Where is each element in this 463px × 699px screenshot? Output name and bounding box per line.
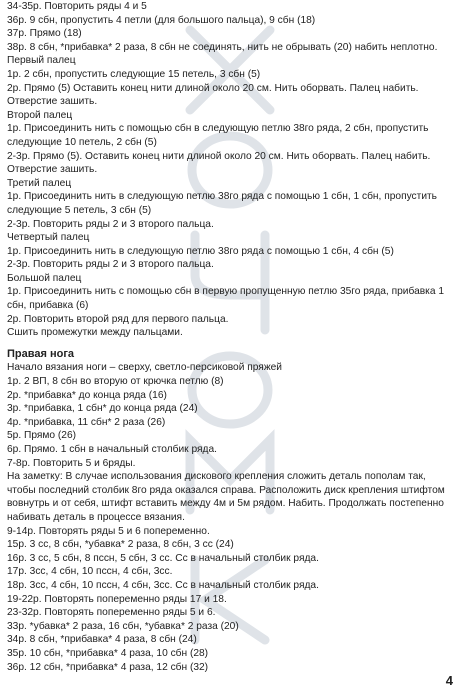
text-line: 34р. 8 сбн, *прибавка* 4 раза, 8 сбн (24)	[7, 634, 197, 646]
text-line: 2-3р. Повторить ряды 2 и 3 второго пальца.	[7, 259, 214, 271]
document-body	[7, 0, 459, 674]
text-line: 23-32р. Повторять попеременно ряды 5 и 6.	[7, 607, 216, 619]
text-line: 1р. Присоединить нить с помощью сбн в следующую петлю 38го ряда, 2 сбн, пропустить	[7, 123, 429, 135]
text-line: 4р. *прибавка, 11 сбн* 2 раза (26)	[7, 416, 166, 428]
text-line: 36р. 9 сбн, пропустить 4 петли (для большого пальца), 9 сбн (18)	[7, 14, 316, 26]
text-line: 1р. Присоединить нить в следующую петлю 38го ряда с помощью 1 сбн, 1 сбн, пропустить	[7, 191, 437, 203]
page-number: 4	[445, 673, 453, 688]
text-line: Отверстие зашить.	[7, 96, 98, 108]
text-line: На заметку: В случае использования дискового крепления сложить деталь пополам так,	[7, 471, 426, 483]
text-line: следующие 5 петель, 3 сбн (5)	[7, 204, 152, 216]
text-line: 37р. Прямо (18)	[7, 28, 82, 40]
text-line: 2р. Повторить второй ряд для первого пальца.	[7, 313, 229, 325]
text-line: 2р. *прибавка* до конца ряда (16)	[7, 389, 167, 401]
text-line: Четвертый палец	[7, 232, 90, 244]
text-line: 36р. 12 сбн, *прибавка* 4 раза, 12 сбн (32)	[7, 661, 209, 673]
text-line: 2р. Прямо (5) Оставить конец нити длиной около 20 см. Нить оборвать. Палец набить.	[7, 82, 419, 94]
text-line: 17р. 3сс, 4 сбн, 10 пссн, 4 сбн, 3сс.	[7, 566, 173, 578]
text-line: сбн, прибавка (6)	[7, 300, 89, 312]
text-line: 19-22р. Повторять попеременно ряды 17 и 18.	[7, 593, 227, 605]
text-line: 18р. 3сс, 4 сбн, 10 пссн, 4 сбн, 3сс. Сс в начальный столбик ряда.	[7, 579, 319, 591]
text-line: 35р. 10 сбн, *прибавка* 4 раза, 10 сбн (28)	[7, 647, 209, 659]
text-line: 9-14р. Повторять ряды 5 и 6 попеременно.	[7, 525, 210, 537]
text-line: Большой палец	[7, 272, 82, 284]
text-line: следующие 10 петель, 2 сбн (5)	[7, 136, 157, 148]
text-line: Отверстие зашить.	[7, 164, 98, 176]
text-line: вовнутрь и от себя, штифт вставить между 4м и 5м рядом. Набить. Продолжать постепенно	[7, 498, 444, 510]
text-line: 3р. *прибавка, 1 сбн* до конца ряда (24)	[7, 403, 198, 415]
text-line: 1р. Присоединить нить в следующую петлю 38го ряда с помощью 1 сбн, 4 сбн (5)	[7, 245, 394, 257]
text-line: Начало вязания ноги – сверху, светло-персиковой пряжей	[7, 362, 282, 374]
text-line: Третий палец	[7, 177, 72, 189]
text-line: Первый палец	[7, 55, 76, 67]
text-line: 5р. Прямо (26)	[7, 430, 76, 442]
text-line: 2-3р. Повторить ряды 2 и 3 второго пальца.	[7, 218, 214, 230]
text-line: 34-35р. Повторить ряды 4 и 5	[7, 1, 147, 12]
text-line: 15р. 3 сс, 8 сбн, *убавка* 2 раза, 8 сбн, 3 сс (24)	[7, 539, 234, 551]
text-line: чтобы последний столбик 8го ряда оказался справа. Расположить диск крепления штифтом	[7, 484, 445, 496]
instructions-top	[7, 0, 459, 340]
instructions-right-leg	[7, 361, 459, 674]
text-line: 6р. Прямо. 1 сбн в начальный столбик ряда.	[7, 444, 217, 455]
text-line: 2-3р. Прямо (5). Оставить конец нити длиной около 20 см. Нить оборвать. Палец набить.	[7, 150, 431, 162]
text-line: 1р. 2 ВП, 8 сбн во вторую от крючка петлю (8)	[7, 376, 224, 388]
text-line: Второй палец	[7, 109, 73, 121]
text-line: 33р. *убавка* 2 раза, 16 сбн, *убавка* 2 раза (20)	[7, 620, 239, 632]
text-line: 1р. 2 сбн, пропустить следующие 15 петель, 3 сбн (5)	[7, 68, 261, 80]
text-line: 7-8р. Повторить 5 и 6ряды.	[7, 457, 136, 469]
text-line: 38р. 8 сбн, *прибавка* 2 раза, 8 сбн не соединять, нить не обрывать (20) набить неплотно.	[7, 41, 438, 53]
text-line: 16р. 3 сс, 5 сбн, 8 пссн, 5 сбн, 3 сс. Сс в начальный столбик ряда.	[7, 552, 319, 564]
text-line: 1р. Присоединить нить с помощью сбн в первую пропущенную петлю 35го ряда, прибавка 1	[7, 286, 444, 298]
text-line: набивать деталь в процессе вязания.	[7, 511, 185, 523]
section-title: Правая нога	[7, 347, 75, 360]
text-line: Сшить промежутки между пальцами.	[7, 327, 183, 339]
